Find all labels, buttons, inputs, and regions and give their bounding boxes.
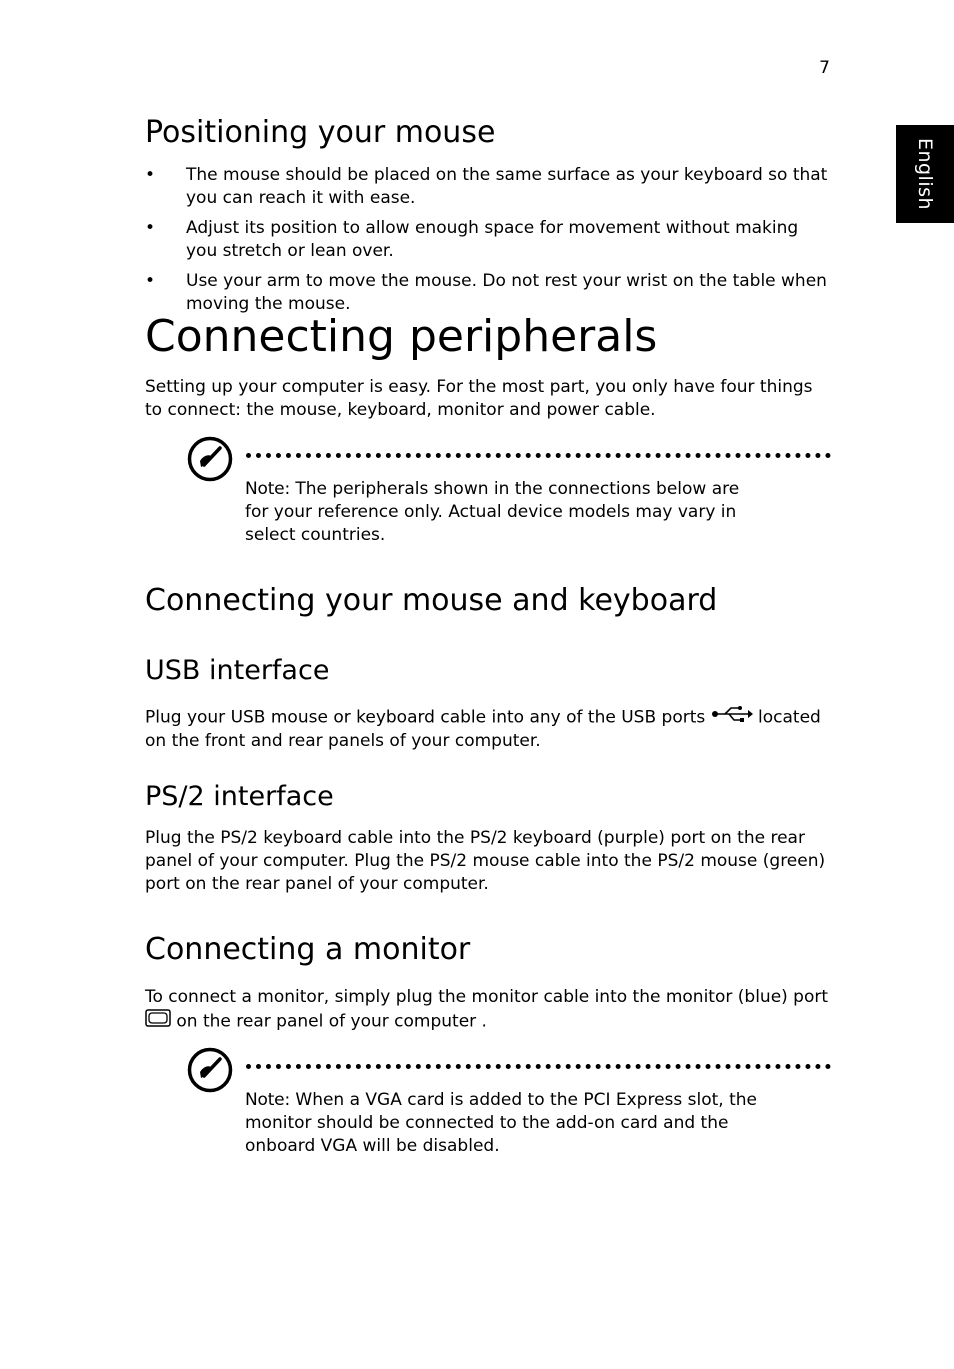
peripherals-intro: Setting up your computer is easy. For the most part, you only have four things to connect: the mouse, keyboard, monitor and power cable. bbox=[145, 377, 813, 420]
positioning-title: Positioning your mouse bbox=[145, 115, 496, 150]
usb-text bbox=[145, 705, 831, 753]
monitor-text bbox=[145, 986, 831, 1034]
positioning-bullet-list bbox=[145, 164, 831, 323]
note-box bbox=[245, 1089, 765, 1158]
language-tab-label: English bbox=[914, 137, 937, 211]
usb-text-before: Plug your USB mouse or keyboard cable into any of the USB ports bbox=[145, 707, 711, 728]
note-icon bbox=[187, 436, 233, 486]
monitor-text-after: on the rear panel of your computer . bbox=[171, 1011, 487, 1032]
bullet-symbol: • bbox=[145, 218, 156, 238]
note-label: Note: bbox=[245, 479, 290, 499]
list-item bbox=[145, 270, 831, 316]
usb-title: USB interface bbox=[145, 655, 330, 686]
mouse-keyboard-title: Connecting your mouse and keyboard bbox=[145, 583, 718, 618]
note-icon bbox=[187, 1047, 233, 1097]
bullet-text: The mouse should be placed on the same surface as your keyboard so that you can reach it with ease. bbox=[186, 165, 828, 208]
note-divider bbox=[246, 1064, 831, 1069]
note-text: When a VGA card is added to the PCI Express slot, the monitor should be connected to the add-on card and the onboard VGA will be disabled. bbox=[245, 1090, 758, 1156]
language-tab bbox=[896, 125, 954, 223]
list-item bbox=[145, 164, 831, 210]
ps2-title: PS/2 interface bbox=[145, 781, 334, 812]
bullet-symbol: • bbox=[145, 165, 156, 185]
list-item bbox=[145, 217, 831, 263]
peripherals-title: Connecting peripherals bbox=[145, 311, 658, 362]
note-text: The peripherals shown in the connections below are for your reference only. Actual device models may vary in select countries. bbox=[245, 479, 740, 545]
note-box bbox=[245, 478, 765, 547]
monitor-title: Connecting a monitor bbox=[145, 932, 471, 967]
usb-icon bbox=[711, 705, 753, 730]
note-label: Note: bbox=[245, 1090, 290, 1110]
bullet-text: Adjust its position to allow enough space for movement without making you stretch or lean over. bbox=[186, 218, 799, 261]
bullet-text: Use your arm to move the mouse. Do not rest your wrist on the table when moving the mouse. bbox=[186, 271, 827, 314]
page-number: 7 bbox=[819, 58, 830, 78]
note-divider bbox=[246, 453, 831, 458]
bullet-symbol: • bbox=[145, 271, 156, 291]
usb-text-after: located on the front and rear panels of your computer. bbox=[145, 707, 821, 751]
monitor-port-icon bbox=[145, 1009, 171, 1034]
monitor-text-before: To connect a monitor, simply plug the monitor cable into the monitor (blue) port bbox=[145, 987, 829, 1007]
ps2-text: Plug the PS/2 keyboard cable into the PS/2 keyboard (purple) port on the rear panel of your computer. Plug the PS/2 mouse cable into the PS/2 mouse (green) port on the rear panel of your computer. bbox=[145, 828, 826, 894]
